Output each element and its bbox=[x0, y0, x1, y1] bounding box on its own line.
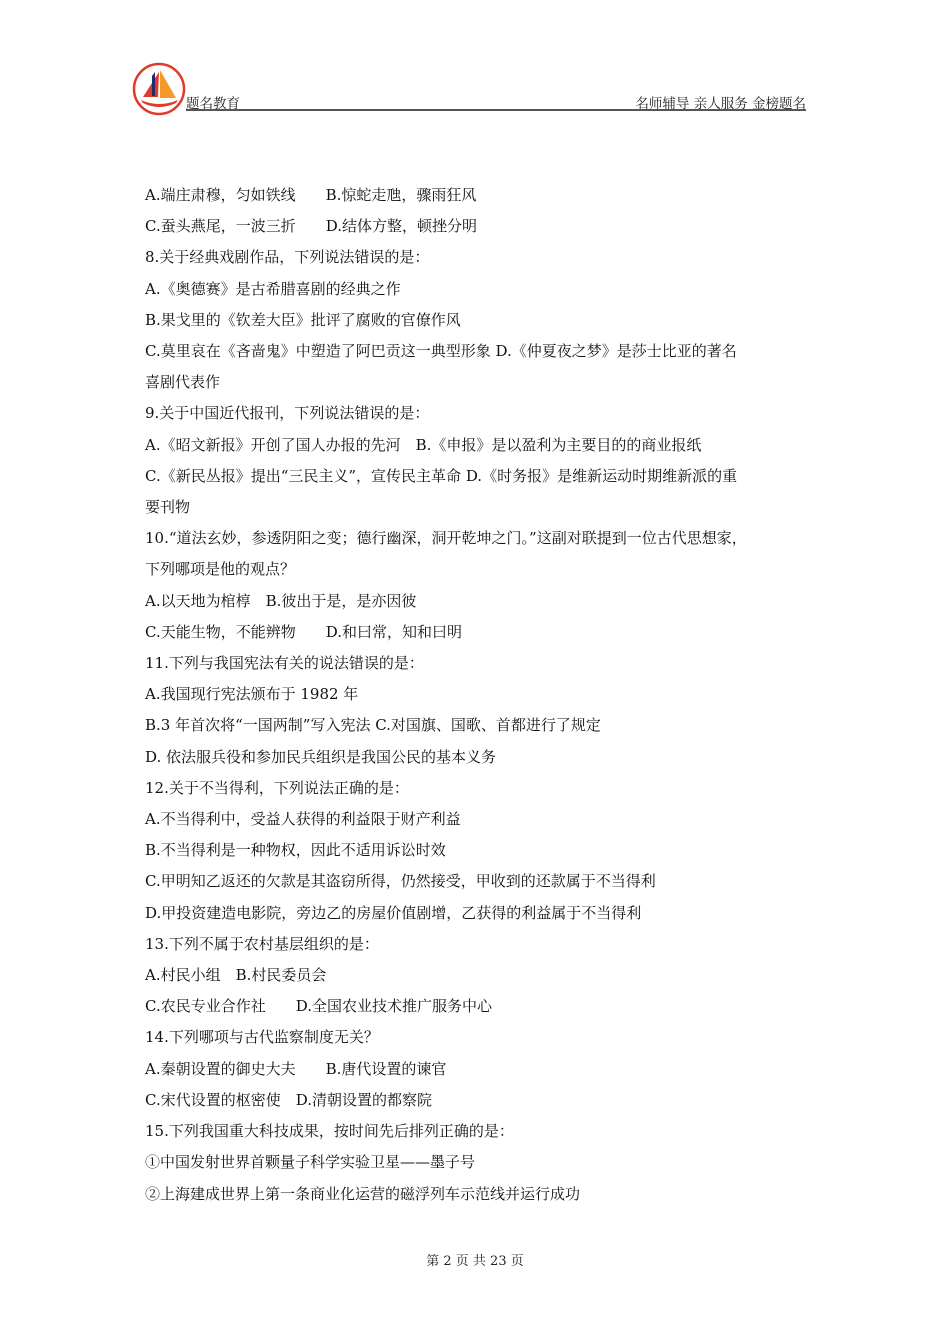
text-line: B.不当得利是一种物权，因此不适用诉讼时效 bbox=[145, 841, 446, 860]
question-13: 13.下列不属于农村基层组织的是： bbox=[145, 934, 379, 953]
text-line: C.莫里哀在《吝啬鬼》中塑造了阿巴贡这一典型形象 D.《仲夏夜之梦》是莎士比亚的著名 bbox=[145, 342, 737, 361]
question-15: 15.下列我国重大科技成果，按时间先后排列正确的是： bbox=[145, 1122, 514, 1141]
text-line: C.蚕头燕尾，一波三折 D.结体方整，顿挫分明 bbox=[145, 217, 477, 236]
question-8: 8.关于经典戏剧作品，下列说法错误的是： bbox=[145, 248, 430, 267]
text-line: C.农民专业合作社 D.全国农业技术推广服务中心 bbox=[145, 997, 492, 1016]
text-line: B.果戈里的《钦差大臣》批评了腐败的官僚作风 bbox=[145, 310, 461, 329]
question-14: 14.下列哪项与古代监察制度无关？ bbox=[145, 1028, 379, 1047]
text-line: A.端庄肃穆，匀如铁线 B.惊蛇走虺，骤雨狂风 bbox=[145, 186, 477, 204]
question-9: 9.关于中国近代报刊，下列说法错误的是： bbox=[145, 404, 430, 423]
text-line: D.甲投资建造电影院，旁边乙的房屋价值剧增，乙获得的利益属于不当得利 bbox=[145, 903, 642, 922]
text-line: A.秦朝设置的御史大夫 B.唐代设置的谏官 bbox=[145, 1059, 447, 1078]
text-line: 要刊物 bbox=[145, 498, 191, 517]
text-line: C.《新民丛报》提出“三民主义”，宣传民主革命 D.《时务报》是维新运动时期维新派的重 bbox=[145, 466, 738, 485]
text-line: B.3 年首次将“一国两制”写入宪法 C.对国旗、国歌、首都进行了规定 bbox=[145, 716, 601, 735]
page-header bbox=[132, 62, 806, 118]
question-11: 11.下列与我国宪法有关的说法错误的是： bbox=[145, 654, 424, 673]
header-slogan: 名师辅导 亲人服务 金榜题名 bbox=[635, 96, 806, 112]
text-line: 喜剧代表作 bbox=[145, 373, 221, 392]
text-line: C.宋代设置的枢密使 D.清朝设置的都察院 bbox=[145, 1090, 432, 1109]
text-line: A.《昭文新报》开创了国人办报的先河 B.《申报》是以盈利为主要目的的商业报纸 bbox=[145, 435, 702, 454]
text-line: A.村民小组 B.村民委员会 bbox=[145, 966, 327, 985]
text-line: A.不当得利中，受益人获得的利益限于财产利益 bbox=[145, 810, 461, 829]
question-body bbox=[145, 180, 813, 1210]
brand-name: 题名教育 bbox=[186, 96, 240, 112]
text-line: 下列哪项是他的观点？ bbox=[145, 560, 296, 579]
text-line: C.甲明知乙返还的欠款是其盗窃所得，仍然接受，甲收到的还款属于不当得利 bbox=[145, 872, 656, 891]
text-line: A.我国现行宪法颁布于 1982 年 bbox=[145, 685, 359, 704]
text-line: A.以天地为棺椁 B.彼出于是，是亦因彼 bbox=[145, 591, 417, 610]
text-line: ②上海建成世界上第一条商业化运营的磁浮列车示范线并运行成功 bbox=[145, 1184, 581, 1203]
text-line: D. 依法服兵役和参加民兵组织是我国公民的基本义务 bbox=[145, 747, 497, 766]
question-12: 12.关于不当得利，下列说法正确的是： bbox=[145, 778, 409, 797]
page-number: 第 2 页 共 23 页 bbox=[426, 1254, 524, 1269]
text-line: A.《奥德赛》是古希腊喜剧的经典之作 bbox=[145, 279, 401, 298]
text-line: C.天能生物，不能辨物 D.和曰常，知和曰明 bbox=[145, 622, 462, 641]
header-rule bbox=[186, 109, 806, 111]
text-line: ①中国发射世界首颗量子科学实验卫星——墨子号 bbox=[145, 1153, 476, 1172]
sailboat-logo-icon bbox=[132, 62, 186, 116]
question-10: 10.“道法玄妙，参透阴阳之变；德行幽深，洞开乾坤之门。”这副对联提到一位古代思想家， bbox=[145, 529, 747, 548]
